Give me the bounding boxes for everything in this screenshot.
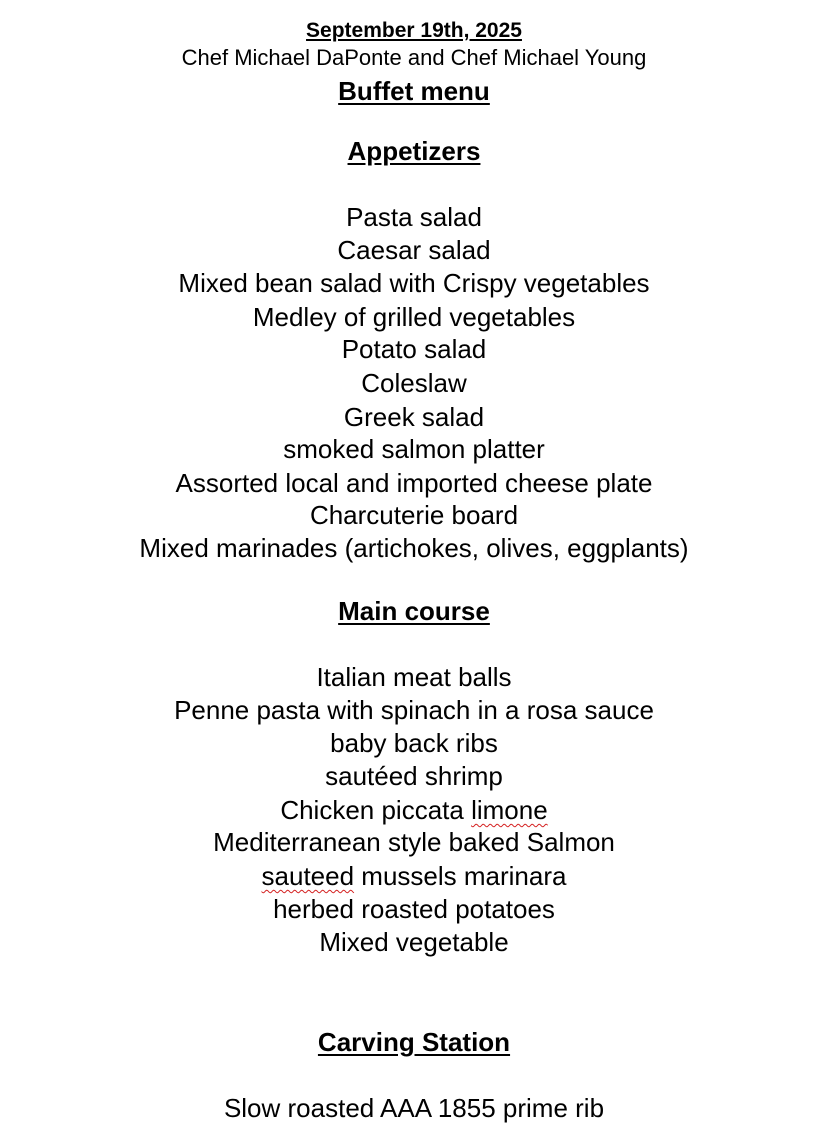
chefs-line: Chef Michael DaPonte and Chef Michael Young (181, 45, 647, 70)
appetizer-item: Greek salad (343, 402, 485, 432)
appetizer-item: smoked salmon platter (283, 434, 545, 464)
main-course-heading: Main course (338, 596, 490, 626)
appetizer-item: Medley of grilled vegetables (252, 302, 576, 332)
main-course-item: Mediterranean style baked Salmon (213, 827, 615, 857)
appetizer-item: Coleslaw (361, 368, 467, 398)
menu-title: Buffet menu (338, 76, 490, 106)
appetizers-heading: Appetizers (347, 136, 481, 166)
appetizer-item: Charcuterie board (309, 500, 519, 530)
carving-station-heading: Carving Station (317, 1027, 511, 1057)
spellcheck-flagged-word: sauteed (261, 861, 355, 891)
appetizer-item: Mixed bean salad with Crispy vegetables (178, 268, 650, 298)
main-course-item (0, 863, 828, 889)
appetizer-item: Assorted local and imported cheese plate (175, 468, 653, 498)
main-course-item: Italian meat balls (316, 662, 512, 692)
appetizer-item: Caesar salad (337, 235, 491, 265)
main-course-item: herbed roasted potatoes (273, 894, 555, 924)
appetizer-item: Potato salad (341, 334, 487, 364)
main-course-item: Penne pasta with spinach in a rosa sauce (174, 695, 654, 725)
carving-item: Slow roasted AAA 1855 prime rib (223, 1093, 605, 1123)
main-course-item: sautéed shrimp (325, 761, 503, 791)
spellcheck-flagged-word: limone (471, 795, 548, 825)
appetizer-item: Mixed marinades (artichokes, olives, eggplants) (139, 533, 689, 563)
main-course-item (0, 797, 828, 823)
item-text: mussels marinara (354, 861, 567, 891)
main-course-item: Mixed vegetable (319, 927, 509, 957)
item-text: Chicken piccata (280, 795, 472, 825)
menu-date: September 19th, 2025 (306, 19, 522, 42)
appetizer-item: Pasta salad (346, 202, 482, 232)
main-course-item: baby back ribs (330, 728, 498, 758)
